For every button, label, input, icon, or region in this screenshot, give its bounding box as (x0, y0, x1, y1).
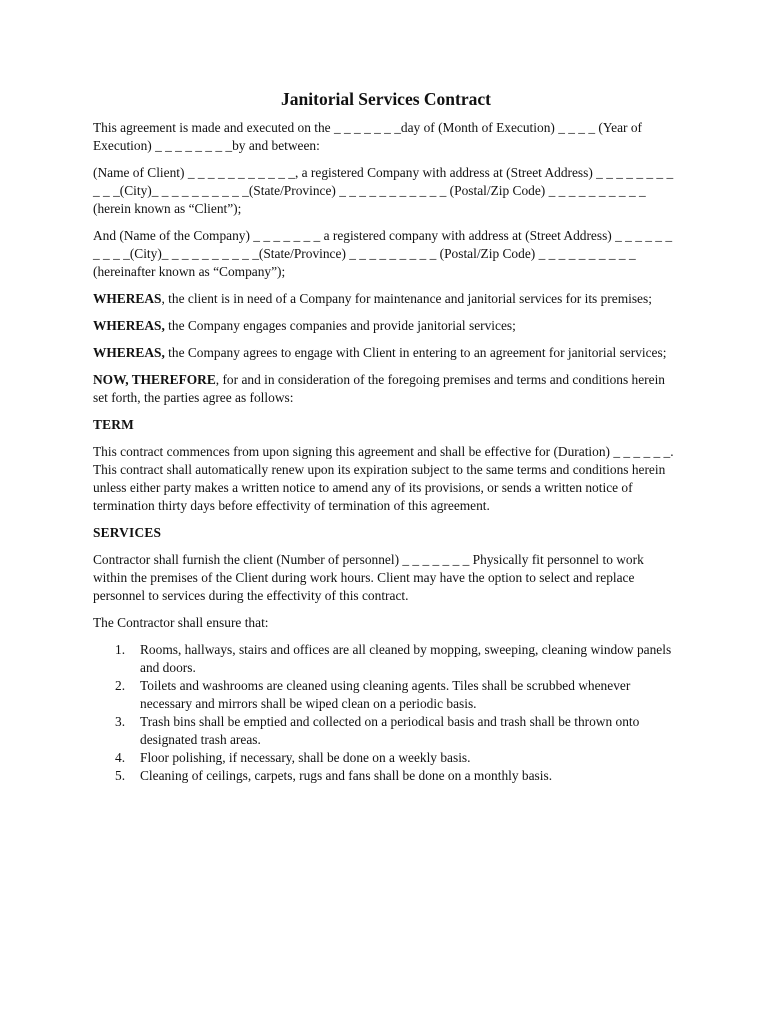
whereas-text: the Company agrees to engage with Client in entering to an agreement for janitorial services; (164, 345, 667, 360)
company-party-paragraph: And (Name of the Company) _ _ _ _ _ _ _ a registered company with address at (Street Address) _ _ _ _ _ _ _ _ _ _(City)_ _ _ _ _ _ _ _ _ _(State/Province) _ _ _ _ _ _ _ _ _ (Postal/Zip Code) _ _ _ _ _ _ _ _ _ _ (hereinafter known as “Company”); (93, 228, 673, 279)
client-party-paragraph: (Name of Client) _ _ _ _ _ _ _ _ _ _ _, a registered Company with address at (Street Address) _ _ _ _ _ _ _ _ _ _ _(City)_ _ _ _ _ _ _ _ _ _(State/Province) _ _ _ _ _ _ _ _ _ _ _ (Postal/Zip Code) _ _ _ _ _ _ _ _ _ _ (herein known as “Client”); (93, 165, 674, 216)
list-text: Floor polishing, if necessary, shall be done on a weekly basis. (140, 750, 471, 765)
list-item (93, 677, 679, 713)
list-item (93, 749, 679, 767)
document-body (93, 88, 679, 785)
intro-paragraph: This agreement is made and executed on the _ _ _ _ _ _ _day of (Month of Execution) _ _ _ _ (Year of Execution) _ _ _ _ _ _ _ _by and between: (93, 120, 643, 153)
list-number: 4. (115, 750, 126, 765)
whereas-lead: WHEREAS (93, 291, 162, 306)
whereas-lead: WHEREAS, (93, 345, 165, 360)
now-therefore-text: , for and in consideration of the foregoing premises and terms and conditions herein set forth, the parties agree as follows: (93, 372, 665, 405)
term-paragraph: This contract commences from upon signing this agreement and shall be effective for (Duration) _ _ _ _ _ _. This contract shall automatically renew upon its expiration subject to the same terms and conditions herein unless either party makes a written notice to amend any of its provisions, or sends a written notice of termination thirty days before effectivity of termination of this agreement. (93, 444, 674, 513)
whereas-text: , the client is in need of a Company for maintenance and janitorial services for its premises; (161, 291, 652, 306)
list-text: Toilets and washrooms are cleaned using cleaning agents. Tiles shall be scrubbed whenever necessary and mirrors shall be wiped clean on a periodic basis. (140, 678, 631, 711)
list-item (93, 713, 679, 749)
whereas-text: the Company engages companies and provide janitorial services; (164, 318, 516, 333)
list-item (93, 641, 679, 677)
term-heading: TERM (93, 417, 134, 432)
list-number: 3. (115, 714, 126, 729)
list-number: 2. (115, 678, 126, 693)
list-number: 5. (115, 768, 126, 783)
whereas-clause-2 (93, 317, 679, 335)
whereas-clause-3 (93, 344, 679, 362)
now-therefore-lead: NOW, THEREFORE (93, 372, 216, 387)
document-title: Janitorial Services Contract (281, 89, 491, 109)
list-text: Trash bins shall be emptied and collected on a periodical basis and trash shall be thrown onto designated trash areas. (140, 714, 640, 747)
duties-list (93, 641, 679, 785)
ensure-intro: The Contractor shall ensure that: (93, 615, 269, 630)
whereas-lead: WHEREAS, (93, 318, 165, 333)
list-number: 1. (115, 642, 126, 657)
services-paragraph: Contractor shall furnish the client (Number of personnel) _ _ _ _ _ _ _ Physically fit personnel to work within the premises of the Client during work hours. Client may have the option to select and replace personnel to services during the effectivity of this contract. (93, 552, 644, 603)
services-heading: SERVICES (93, 525, 162, 540)
list-text: Cleaning of ceilings, carpets, rugs and fans shall be done on a monthly basis. (140, 768, 553, 783)
list-text: Rooms, hallways, stairs and offices are all cleaned by mopping, sweeping, cleaning window panels and doors. (140, 642, 672, 675)
now-therefore-clause (93, 371, 679, 407)
list-item (93, 767, 679, 785)
whereas-clause-1 (93, 290, 679, 308)
